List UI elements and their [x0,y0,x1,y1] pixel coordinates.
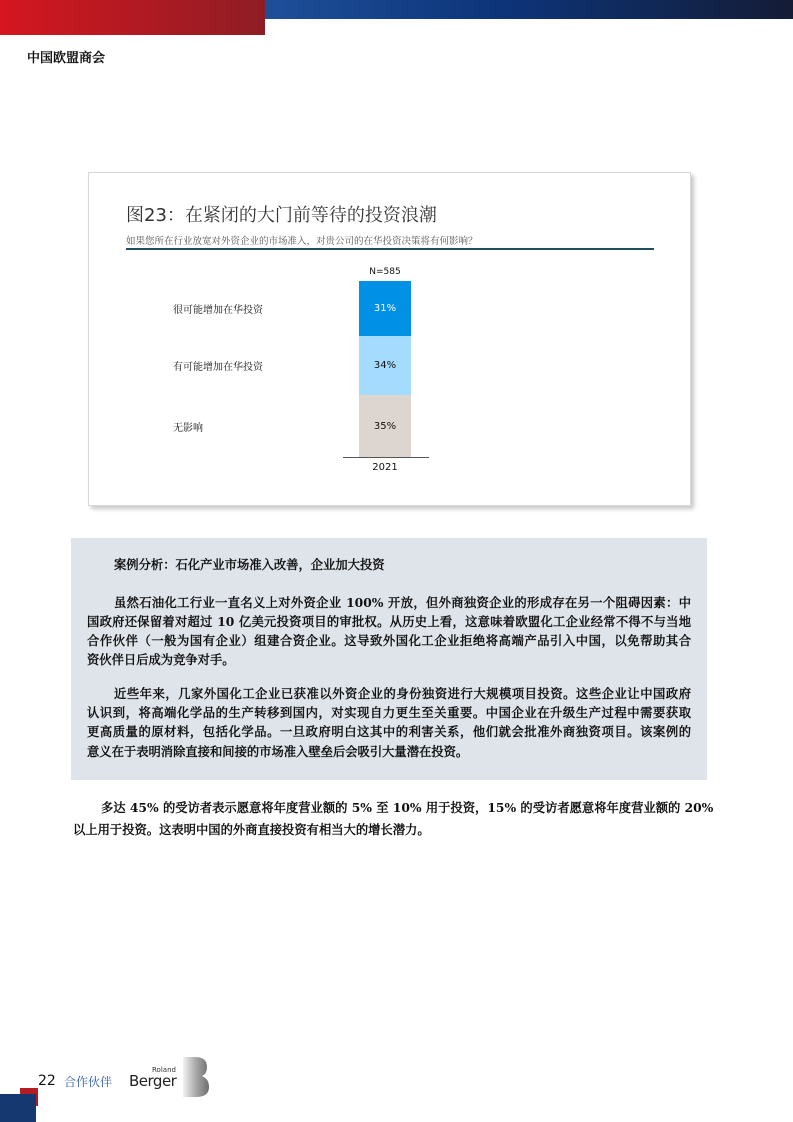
case-p1-line: 合作伙伴（一般为国有企业）组建合资企业。这导致外国化工企业拒绝将高端产品引入中国，以免帮助其合 [87,633,691,648]
bar-segment [359,336,411,396]
data-label: 31% [373,302,397,314]
chart-figure [88,172,691,506]
data-label: 35% [373,420,397,432]
case-study-title: 案例分析：石化产业市场准入改善，企业加大投资 [114,557,385,572]
roland-berger-logo-icon [181,1057,211,1097]
header-band-blue [265,0,793,19]
title-rule [126,248,654,250]
case-p1-line: 资伙伴日后成为竞争对手。 [87,652,235,667]
header-band-red [0,0,265,35]
partner-label: 合作伙伴 [64,1075,113,1089]
sample-size-label: N=585 [369,267,401,277]
case-p2-line: 认识到，将高端化学品的生产转移到国内，对实现自力更生至关重要。中国企业在升级生产过程中需要获取 [87,705,691,720]
org-name: 中国欧盟商会 [27,51,106,66]
x-axis-line [343,457,429,458]
case-p2-line: 近些年来，几家外国化工企业已获准以外资企业的身份独资进行大规模项目投资。这些企业让中国政府 [114,686,691,701]
legend-label: 很可能增加在华投资 [173,305,263,317]
legend-label: 有可能增加在华投资 [173,362,263,374]
case-p1-line: 虽然石油化工行业一直名义上对外资企业 100% 开放，但外商独资企业的形成存在另一个阻碍因素：中 [114,595,691,610]
logo-text-big: Berger [129,1072,177,1090]
body-line: 以上用于投资。这表明中国的外商直接投资有相当大的增长潜力。 [73,822,430,837]
chart-title: 图23：在紧闭的大门前等待的投资浪潮 [126,205,437,226]
chart-subtitle: 如果您所在行业放宽对外资企业的市场准入，对贵公司的在华投资决策将有何影响？ [126,236,478,247]
data-label: 34% [373,359,397,371]
footer-square-blue [0,1094,36,1122]
case-p2-line: 意义在于表明消除直接和间接的市场准入壁垒后会吸引大量潜在投资。 [87,744,469,759]
case-p1-line: 国政府还保留着对超过 10 亿美元投资项目的审批权。从历史上看，这意味着欧盟化工企业经常不得不与当地 [87,614,691,629]
legend-label: 无影响 [173,423,203,435]
x-tick-label: 2021 [372,462,398,473]
page-number: 22 [38,1073,56,1089]
bar-segment [359,395,411,457]
bar-segment [359,281,411,336]
logo-text-small: Roland [152,1066,176,1074]
case-p2-line: 更高质量的原材料，包括化学品。一旦政府明白这其中的利害关系，他们就会批准外商独资项目。该案例的 [87,724,691,739]
body-line: 多达 45% 的受访者表示愿意将年度营业额的 5% 至 10% 用于投资，15% 的受访者愿意将年度营业额的 20% [101,800,714,815]
